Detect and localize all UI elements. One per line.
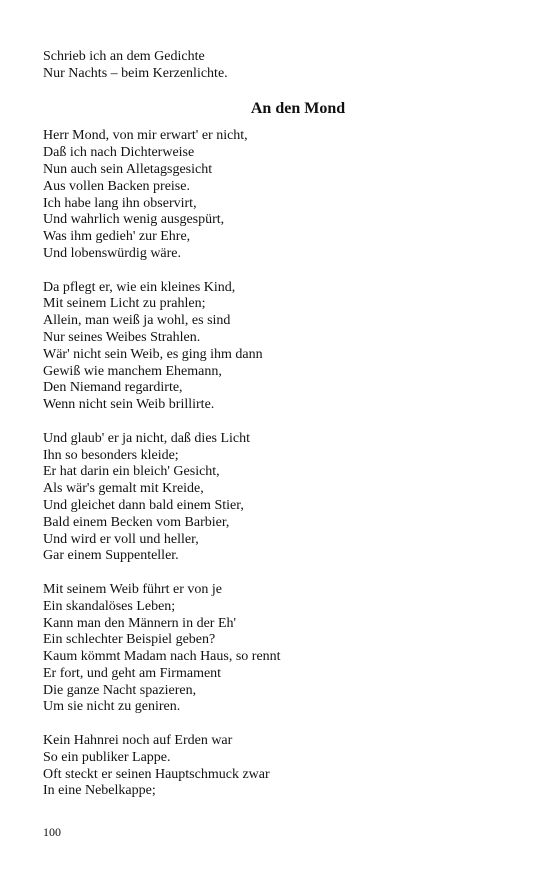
poem-line: Kann man den Männern in der Eh' (43, 615, 237, 631)
poem-line: Mit seinem Licht zu prahlen; (43, 296, 206, 312)
poem-line: Wär' nicht sein Weib, es ging ihm dann (43, 346, 263, 362)
poem-line: Als wär's gemalt mit Kreide, (43, 481, 204, 497)
poem-line: Er hat darin ein bleich' Gesicht, (43, 464, 220, 480)
poem-line: Ich habe lang ihn observirt, (43, 195, 197, 211)
poem-line: Schrieb ich an dem Gedichte (43, 49, 205, 64)
poem-line: So ein publiker Lappe. (43, 749, 171, 765)
poem-line: Und wird er voll und heller, (43, 531, 199, 547)
poem-line: Ein skandalöses Leben; (43, 598, 176, 614)
poem-line: Ein schlechter Beispiel geben? (43, 632, 216, 648)
poem-line: Nur seines Weibes Strahlen. (43, 329, 201, 345)
book-page (43, 49, 513, 800)
poem-line: Und glaub' er ja nicht, daß dies Licht (43, 430, 251, 446)
previous-poem-ending (43, 49, 513, 83)
stanza-3 (43, 431, 513, 565)
poem-line: Und wahrlich wenig ausgespürt, (43, 212, 225, 228)
poem-line: Und lobenswürdig wäre. (43, 245, 182, 261)
poem-line: Um sie nicht zu geniren. (43, 699, 181, 715)
poem-line: Aus vollen Backen preise. (43, 178, 190, 194)
stanza-4 (43, 582, 513, 716)
stanza-5 (43, 733, 513, 800)
poem-line: Da pflegt er, wie ein kleines Kind, (43, 279, 236, 295)
poem-line: Gewiß wie manchem Ehemann, (43, 363, 222, 379)
stanza-1 (43, 128, 513, 262)
poem-line: Ihn so besonders kleide; (43, 447, 179, 463)
poem-line: Daß ich nach Dichterweise (43, 145, 195, 161)
poem-line: In eine Nebelkappe; (43, 783, 156, 799)
poem-line: Nun auch sein Alletagsgesicht (43, 161, 213, 177)
poem-line: Bald einem Becken vom Barbier, (43, 514, 230, 530)
stanza-2 (43, 280, 513, 414)
poem-line: Er fort, und geht am Firmament (43, 665, 222, 681)
poem-line: Allein, man weiß ja wohl, es sind (43, 313, 231, 329)
poem-line: Gar einem Suppenteller. (43, 548, 179, 564)
poem-line: Mit seinem Weib führt er von je (43, 581, 223, 597)
poem-line: Und gleichet dann bald einem Stier, (43, 497, 244, 513)
page-number: 100 (43, 825, 61, 839)
poem-line: Kein Hahnrei noch auf Erden war (43, 733, 233, 749)
poem-line: Oft steckt er seinen Hauptschmuck zwar (43, 766, 270, 782)
poem-title: An den Mond (250, 100, 346, 118)
poem-line: Was ihm gedieh' zur Ehre, (43, 229, 191, 245)
poem-line: Die ganze Nacht spazieren, (43, 682, 197, 698)
poem-line: Kaum kömmt Madam nach Haus, so rennt (43, 649, 281, 665)
poem-line: Herr Mond, von mir erwart' er nicht, (43, 128, 248, 144)
poem-line: Den Niemand regardirte, (43, 380, 183, 396)
poem-line: Wenn nicht sein Weib brillirte. (43, 397, 215, 413)
poem-line: Nur Nachts – beim Kerzenlichte. (43, 65, 228, 81)
